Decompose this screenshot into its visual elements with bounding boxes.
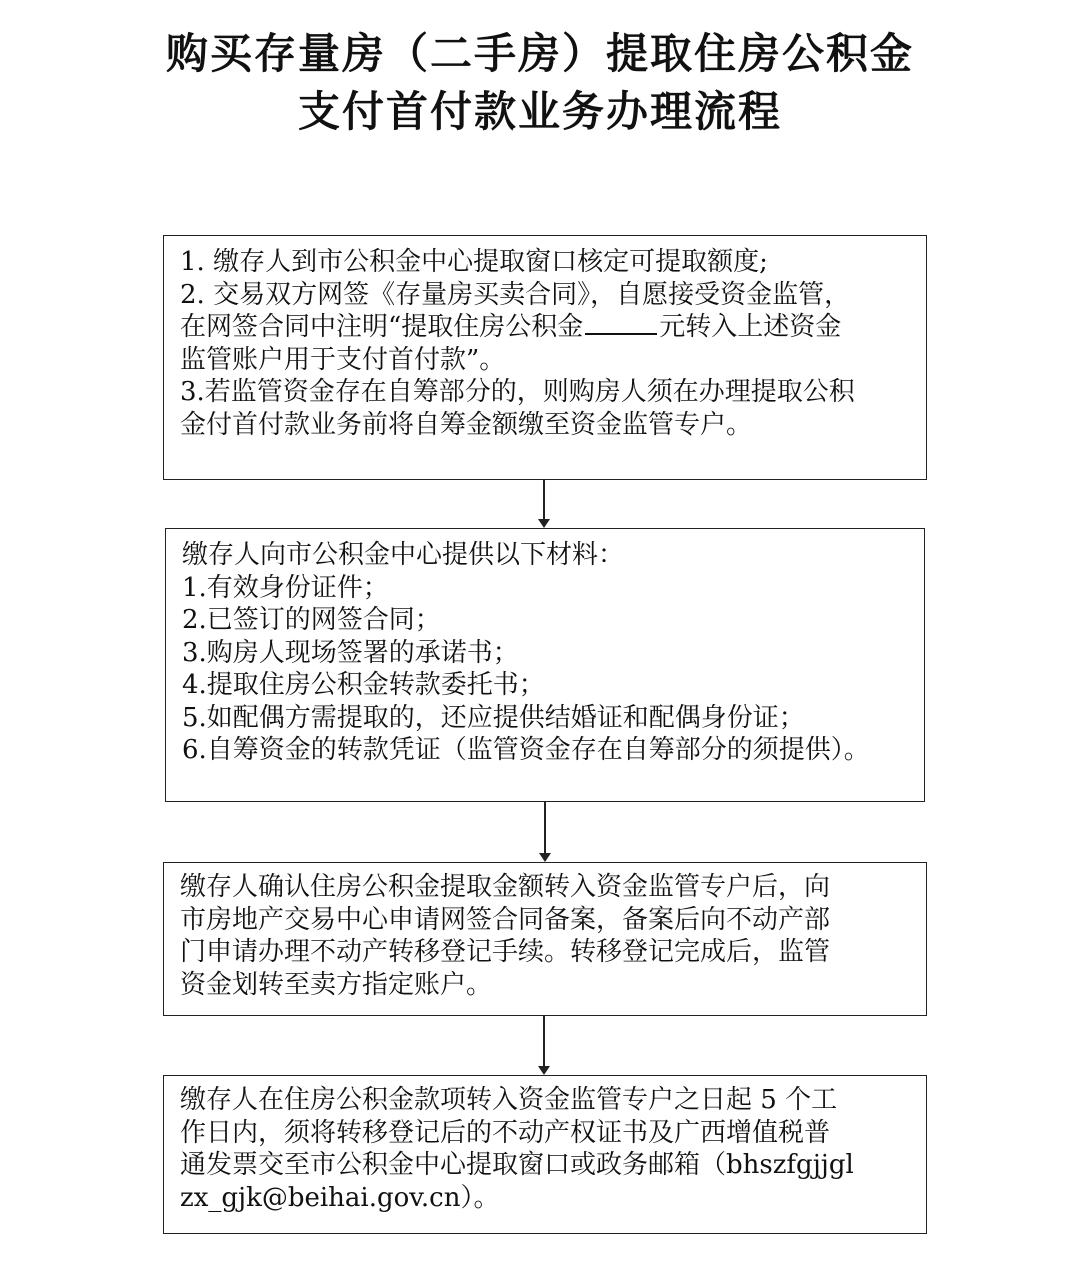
flow-step-3-box xyxy=(163,862,927,1016)
step-1-line-part: 在网签合同中注明“提取住房公积金 xyxy=(180,312,584,342)
step-1-line: 金付首付款业务前将自筹金额缴至资金监管专户。 xyxy=(180,409,753,440)
step-1-line: 2. 交易双方网签《存量房买卖合同》，自愿接受资金监管， xyxy=(180,279,851,310)
step-2-line: 3.购房人现场签署的承诺书； xyxy=(182,637,519,668)
step-4-line: zx_gjk@beihai.gov.cn）。 xyxy=(180,1182,500,1213)
step-4-line: 通发票交至市公积金中心提取窗口或政务邮箱（bhszfgjjgl xyxy=(180,1150,854,1180)
arrow-head xyxy=(539,853,551,862)
arrow-head xyxy=(538,1066,550,1075)
step-2-line: 6.自筹资金的转款凭证（监管资金存在自筹部分的须提供）。 xyxy=(182,735,870,765)
amount-blank xyxy=(585,311,657,335)
step-1-line: 监管账户用于支付首付款”。 xyxy=(180,344,506,375)
step-1-line: 3.若监管资金存在自筹部分的，则购房人须在办理提取公积 xyxy=(180,377,855,407)
step-2-line: 缴存人向市公积金中心提供以下材料： xyxy=(182,540,625,570)
flow-arrow-1 xyxy=(538,480,550,528)
arrow-line xyxy=(543,1016,545,1067)
step-1-line-with-blank xyxy=(180,311,916,344)
step-2-line: 5.如配偶方需提取的，还应提供结婚证和配偶身份证； xyxy=(182,702,805,733)
step-2-line: 2.已签订的网签合同； xyxy=(182,605,441,635)
step-4-line: 缴存人在住房公积金款项转入资金监管专户之日起 5 个工 xyxy=(180,1085,838,1115)
arrow-line xyxy=(544,802,546,854)
arrow-line xyxy=(543,480,545,520)
flow-arrow-2 xyxy=(539,802,551,862)
step-3-line: 缴存人确认住房公积金提取金额转入资金监管专户后，向 xyxy=(180,872,831,902)
step-1-line-part: 元转入上述资金 xyxy=(659,312,842,342)
step-3-line: 门申请办理不动产转移登记手续。转移登记完成后，监管 xyxy=(180,937,831,967)
step-3-line: 市房地产交易中心申请网签合同备案，备案后向不动产部 xyxy=(180,904,831,935)
step-2-line: 1.有效身份证件； xyxy=(182,572,389,603)
flow-arrow-3 xyxy=(538,1016,550,1075)
flow-step-1-box xyxy=(163,235,927,480)
page-title-line-2: 支付首付款业务办理流程 xyxy=(297,87,782,136)
flow-step-2-box xyxy=(165,528,925,802)
step-2-line: 4.提取住房公积金转款委托书； xyxy=(182,670,545,700)
page-title-line-1: 购买存量房（二手房）提取住房公积金 xyxy=(165,29,914,78)
step-3-line: 资金划转至卖方指定账户。 xyxy=(180,969,493,1000)
flow-step-4-box xyxy=(163,1075,927,1234)
arrow-head xyxy=(538,519,550,528)
step-4-line: 作日内，须将转移登记后的不动产权证书及广西增值税普 xyxy=(180,1117,831,1148)
step-1-line: 1. 缴存人到市公积金中心提取窗口核定可提取额度; xyxy=(180,247,768,277)
